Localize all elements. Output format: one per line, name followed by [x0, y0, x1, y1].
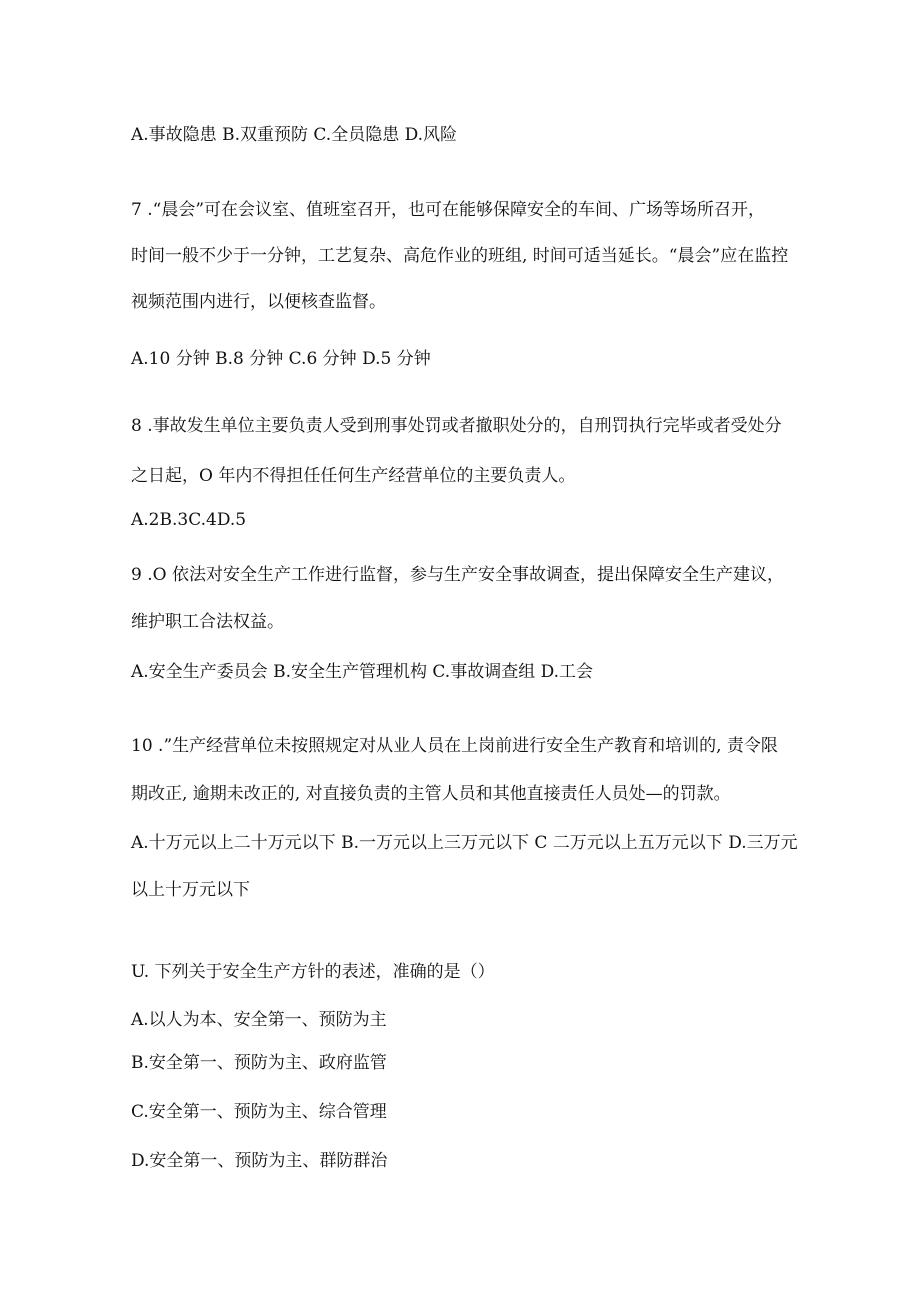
q8-options: A.2B.3C.4D.5	[131, 510, 247, 530]
q10-options-line-1: A.十万元以上二十万元以下 B.一万元以上三万元以下 C 二万元以上五万元以下 D.三万元	[131, 833, 798, 853]
q9-stem-line-1: 9 .O 依法对安全生产工作进行监督，参与生产安全事故调查，提出保障安全生产建议，	[131, 565, 784, 585]
q7-options: A.10 分钟 B.8 分钟 C.6 分钟 D.5 分钟	[131, 349, 431, 369]
q10-stem-line-1: 10 .”生产经营单位未按照规定对从业人员在上岗前进行安全生产教育和培训的, 责令限	[131, 736, 778, 756]
q6-options: A.事故隐患 B.双重预防 C.全员隐患 D.风险	[131, 125, 458, 145]
q11-option-a: A.以人为本、安全第一、预防为主	[131, 1010, 387, 1030]
q10-stem-line-2: 期改正, 逾期未改正的, 对直接负责的主管人员和其他直接责任人员处—的罚款。	[131, 784, 731, 804]
q7-stem-line-3: 视频范围内进行，以便核查监督。	[131, 292, 386, 312]
q7-stem-line-2: 时间一般不少于一分钟，工艺复杂、高危作业的班组, 时间可适当延长。“晨会”应在监控	[131, 246, 789, 266]
q9-options: A.安全生产委员会 B.安全生产管理机构 C.事故调查组 D.工会	[131, 662, 594, 682]
q7-stem-line-1: 7 .“晨会”可在会议室、值班室召开，也可在能够保障安全的车间、广场等场所召开，	[131, 200, 766, 220]
q11-option-b: B.安全第一、预防为主、政府监管	[131, 1053, 387, 1073]
q11-option-d: D.安全第一、预防为主、群防群治	[131, 1151, 388, 1171]
q10-options-line-2: 以上十万元以下	[131, 880, 250, 900]
q8-stem-line-2: 之日起，O 年内不得担任任何生产经营单位的主要负责人。	[131, 466, 576, 486]
q8-stem-line-1: 8 .事故发生单位主要负责人受到刑事处罚或者撤职处分的，自刑罚执行完毕或者受处分	[131, 416, 782, 436]
q11-option-c: C.安全第一、预防为主、综合管理	[131, 1102, 387, 1122]
q9-stem-line-2: 维护职工合法权益。	[131, 612, 284, 632]
q11-stem: U. 下列关于安全生产方针的表述，准确的是（）	[131, 962, 495, 982]
